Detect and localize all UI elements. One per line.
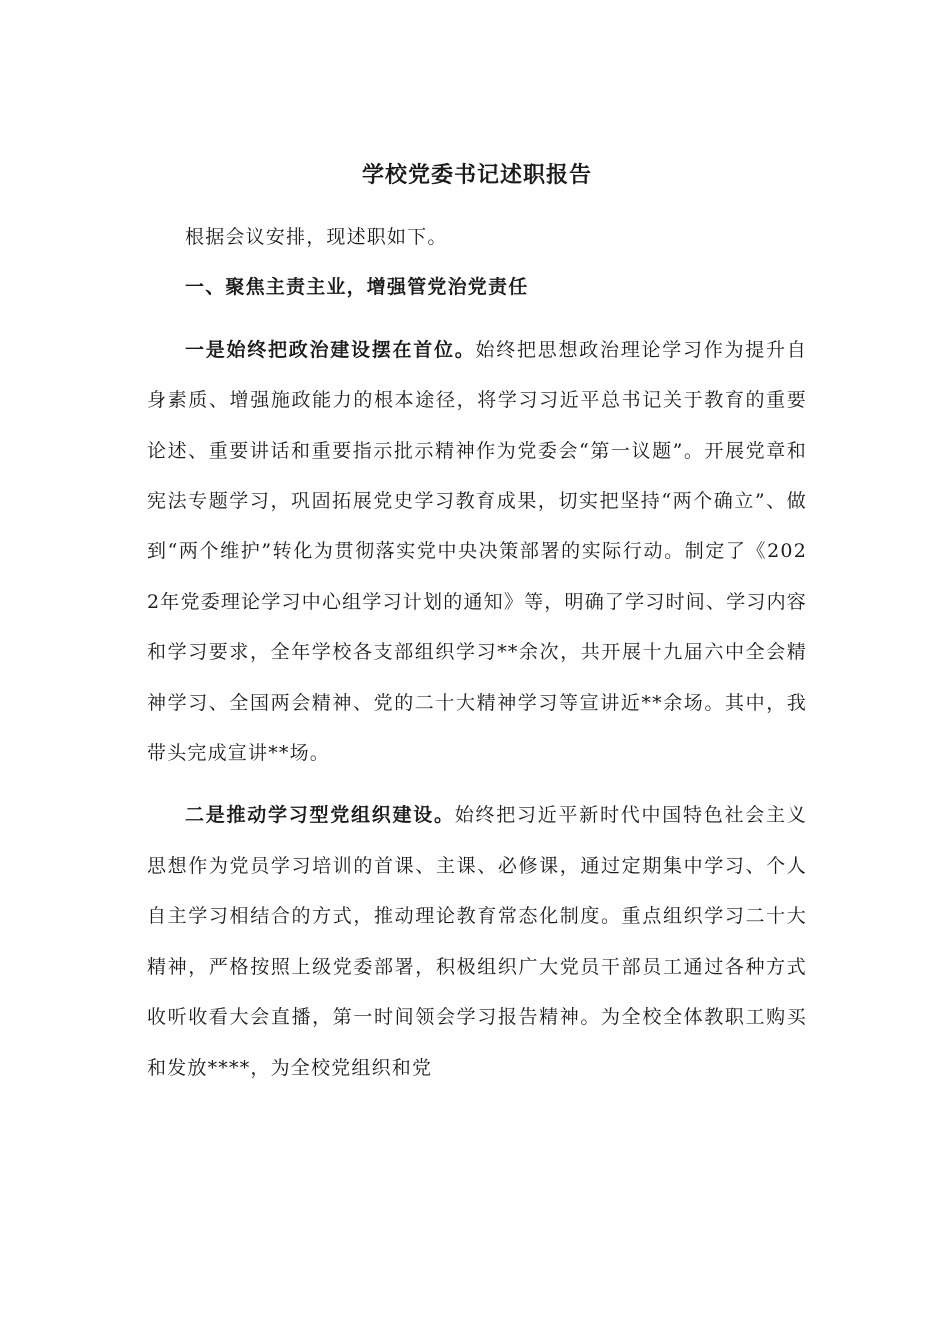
document-title: 学校党委书记述职报告: [361, 162, 592, 188]
paragraph-lead: 一是始终把政治建设摆在首位。: [185, 338, 476, 361]
body-paragraph-1: [147, 325, 807, 779]
paragraph-text: 始终把习近平新时代中国特色社会主义思想作为党员学习培训的首课、主课、必修课，通过定期集中学习、个人自主学习相结合的方式，推动理论教育常态化制度。重点组织学习二十大精神，严格按照上级党委部署，积极组织广大党员干部员工通过各种方式收听收看大会直播，第一时间领会学习报告精神。为全校全体教职工购买和发放****，为全校党组织和党: [147, 804, 808, 1079]
paragraph-lead: 二是推动学习型党组织建设。: [185, 804, 455, 827]
document-body: [147, 150, 807, 1093]
paragraph-text: 始终把思想政治理论学习作为提升自身素质、增强施政能力的根本途径，将学习习近平总书记关于教育的重要论述、重要讲话和重要指示批示精神作为党委会“第一议题”。开展党章和宪法专题学习，巩固拓展党史学习教育成果，切实把坚持“两个确立”、做到“两个维护”转化为贯彻落实党中央决策部署的实际行动。制定了《2022年党委理论学习中心组学习计划的通知》等，明确了学习时间、学习内容和学习要求，全年学校各支部组织学习**余次，共开展十九届六中全会精神学习、全国两会精神、党的二十大精神学习等宣讲近**余场。其中，我带头完成宣讲**场。: [147, 338, 808, 765]
section-heading: 一、聚焦主责主业，增强管党治党责任: [185, 276, 529, 299]
body-paragraph-2: [147, 790, 807, 1092]
intro-paragraph: 根据会议安排，现述职如下。: [185, 226, 448, 248]
